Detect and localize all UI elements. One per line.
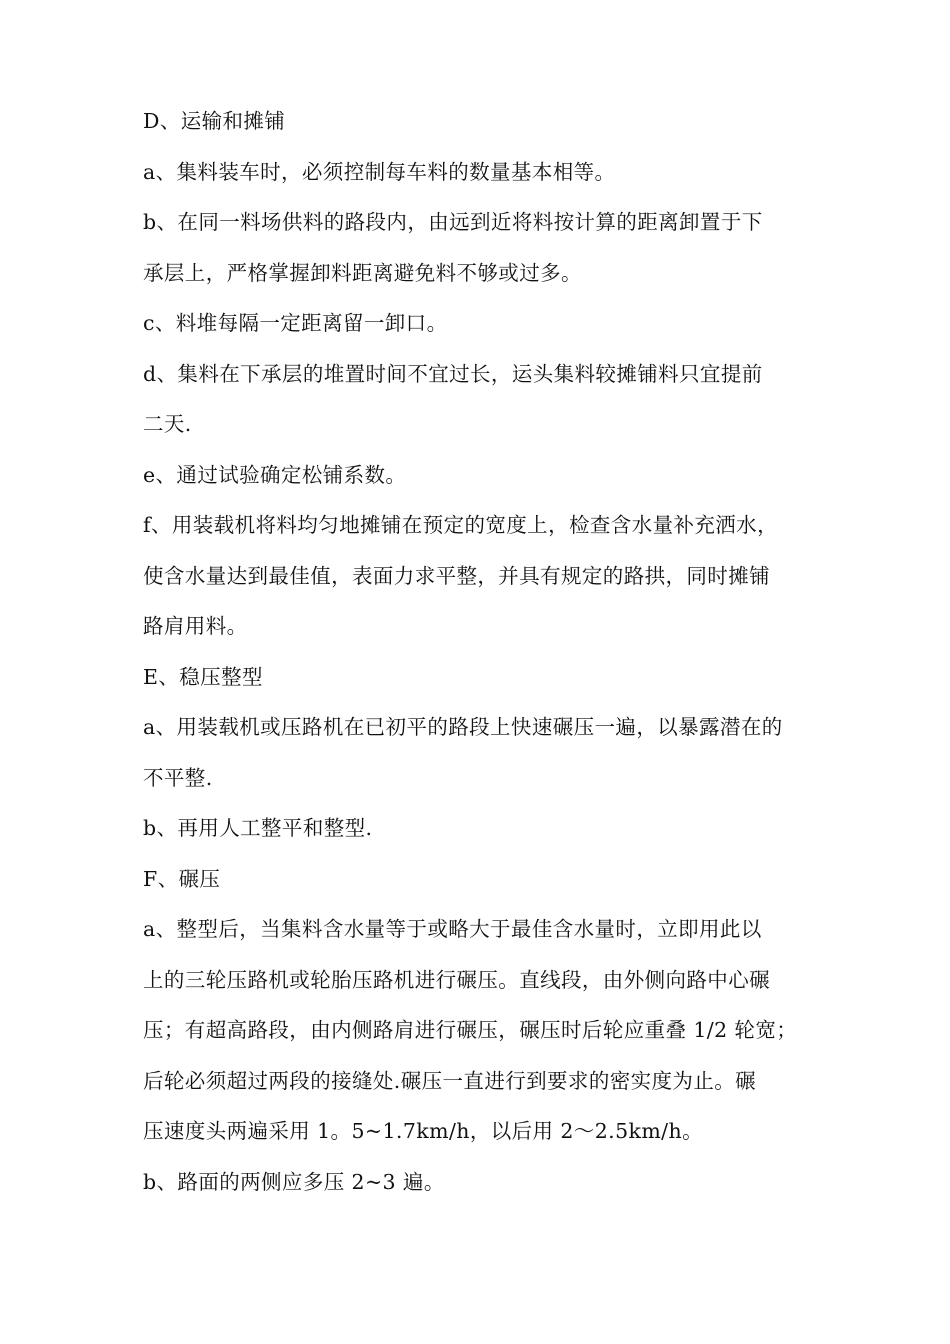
paragraph-line: b、在同一料场供料的路段内，由远到近将料按计算的距离卸置于下 — [143, 210, 763, 234]
paragraph-line: 路肩用料。 — [143, 614, 248, 638]
paragraph-line: 后轮必须超过两段的接缝处.碾压一直进行到要求的密实度为止。碾 — [143, 1068, 757, 1093]
paragraph-line: 使含水量达到最佳值，表面力求平整，并具有规定的路拱，同时摊铺 — [143, 563, 770, 588]
heading-rolling: F、碾压 — [143, 866, 221, 891]
paragraph-line: 二天. — [143, 412, 192, 436]
paragraph-line: 压；有超高路段，由内侧路肩进行碾压，碾压时后轮应重叠 1/2 轮宽； — [143, 1018, 798, 1042]
paragraph-line: b、再用人工整平和整型. — [143, 816, 373, 840]
paragraph-line: c、料堆每隔一定距离留一卸口。 — [143, 311, 448, 335]
paragraph-line: 压速度头两遍采用 1。5~1.7km/h，以后用 2～2.5km/h。 — [143, 1119, 703, 1143]
heading-stabilize-shape: E、稳压整型 — [143, 664, 263, 689]
paragraph-line: a、整型后，当集料含水量等于或略大于最佳含水量时，立即用此以 — [143, 917, 762, 941]
paragraph-line: a、用装载机或压路机在已初平的路段上快速碾压一遍，以暴露潜在的 — [143, 715, 783, 739]
paragraph-line: 不平整. — [143, 765, 213, 790]
paragraph-line: 承层上，严格掌握卸料距离避免料不够或过多。 — [143, 260, 582, 285]
heading-transport-paving: D、运输和摊铺 — [143, 109, 286, 133]
paragraph-line: e、通过试验确定松铺系数。 — [143, 462, 407, 487]
document-body — [143, 96, 811, 1207]
paragraph-line: f、用装载机将料均匀地摊铺在预定的宽度上，检查含水量补充洒水， — [143, 513, 778, 537]
paragraph-line: d、集料在下承层的堆置时间不宜过长，运头集料较摊铺料只宜提前 — [143, 361, 763, 386]
paragraph-line: 上的三轮压路机或轮胎压路机进行碾压。直线段，由外侧向路中心碾 — [143, 967, 770, 992]
paragraph-line: b、路面的两侧应多压 2~3 遍。 — [143, 1169, 445, 1194]
paragraph-line: a、集料装车时，必须控制每车料的数量基本相等。 — [143, 159, 616, 184]
